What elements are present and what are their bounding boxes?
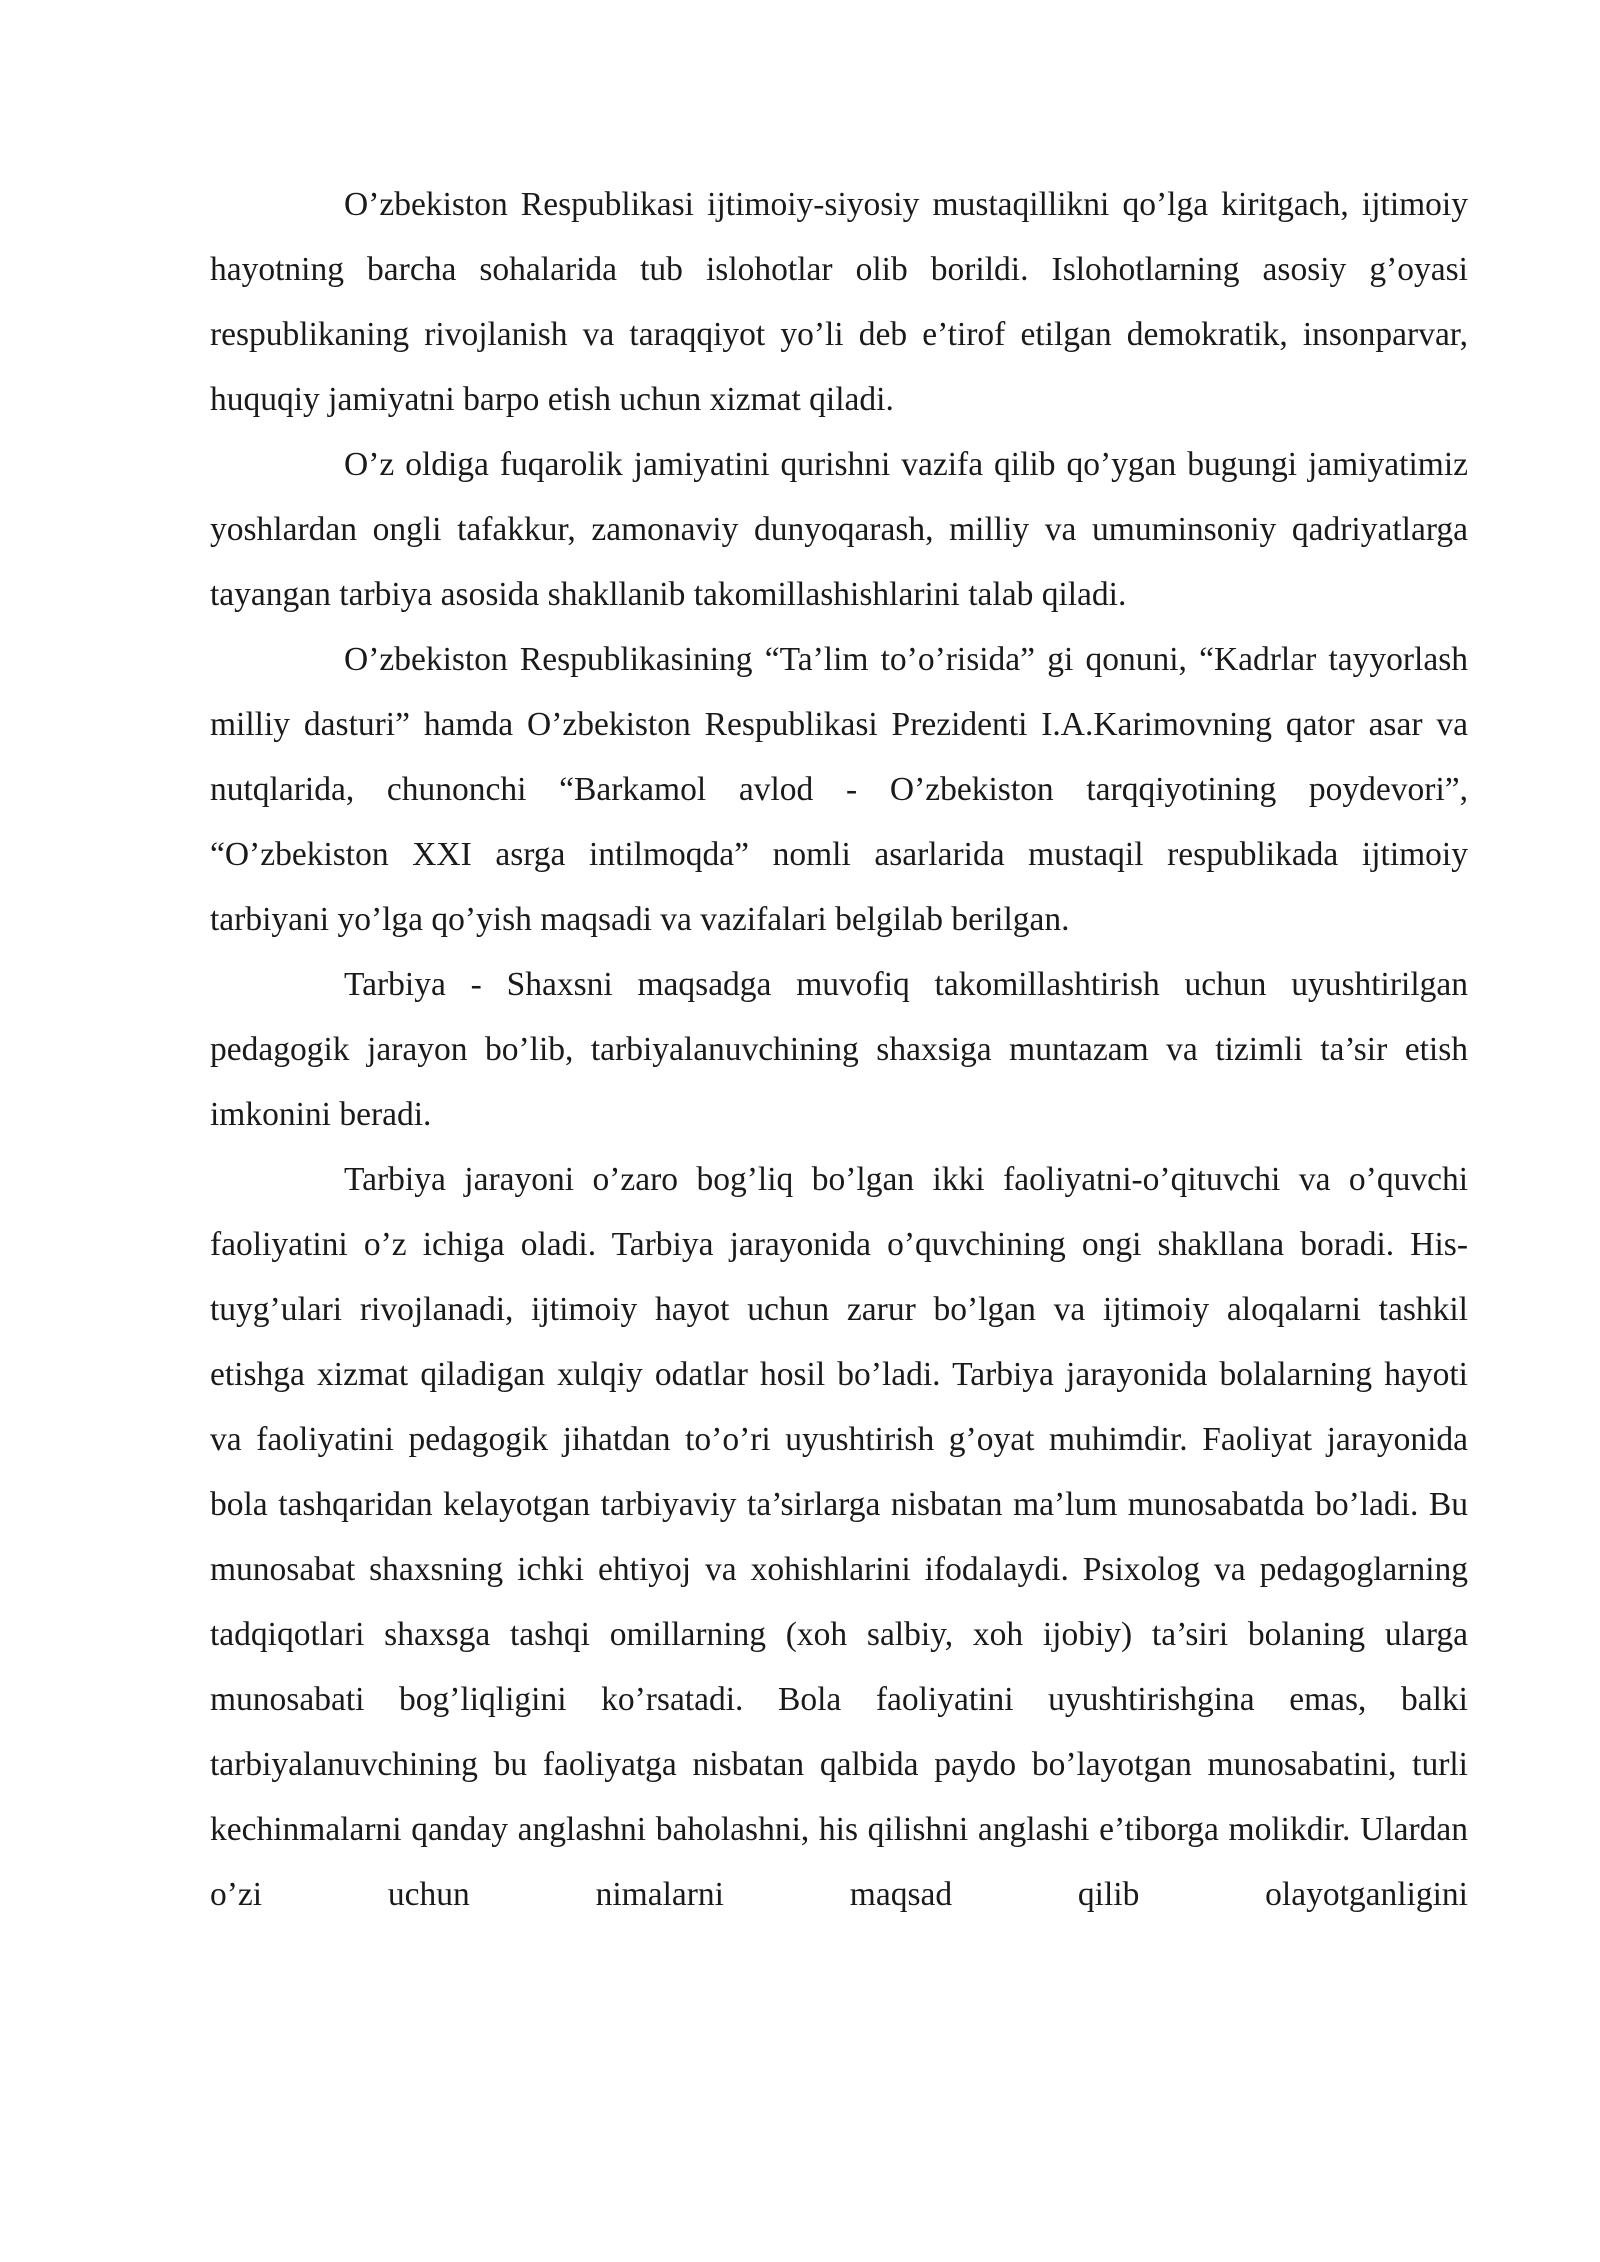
paragraph: Tarbiya - Shaxsni maqsadga muvofiq takomillashtirish uchun uyushtirilgan pedagogik jarayon bo’lib, tarbiyalanuvchining shaxsiga muntazam va tizimli ta’sir etish imkonini beradi. — [210, 966, 1468, 1133]
paragraph: Tarbiya jarayoni o’zaro bog’liq bo’lgan ikki faoliyatni-o’qituvchi va o’quvchi faoliyatini o’z ichiga oladi. Tarbiya jarayonida o’quvchining ongi shakllana boradi. His-tuyg’ulari rivojlanadi, ijtimoiy hayot uchun zarur bo’lgan va ijtimoiy aloqalarni tashkil etishga xizmat qiladigan xulqiy odatlar hosil bo’ladi. Tarbiya jarayonida bolalarning hayoti va faoliyatini pedagogik jihatdan to’o’ri uyushtirish g’oyat muhimdir. Faoliyat jarayonida bola tashqaridan kelayotgan tarbiyaviy ta’sirlarga nisbatan ma’lum munosabatda bo’ladi. Bu munosabat shaxsning ichki ehtiyoj va xohishlarini ifodalaydi. Psixolog va pedagoglarning tadqiqotlari shaxsga tashqi omillarning (xoh salbiy, xoh ijobiy) ta’siri bolaning ularga munosabati bog’liqligini ko’rsatadi. Bola faoliyatini uyushtirishgina emas, balki tarbiyalanuvchining bu faoliyatga nisbatan qalbida paydo bo’layotgan munosabatini, turli kechinmalarni qanday anglashni baholashni, his qilishni anglashi e’tiborga molikdir. Ulardan o’zi uchun nimalarni maqsad qilib olayotganligini — [210, 1161, 1468, 1913]
document-body — [210, 172, 1468, 1927]
paragraph: O’z oldiga fuqarolik jamiyatini qurishni vazifa qilib qo’ygan bugungi jamiyatimiz yoshlardan ongli tafakkur, zamonaviy dunyoqarash, milliy va umuminsoniy qadriyatlarga tayangan tarbiya asosida shakllanib takomillashishlarini talab qiladi. — [210, 446, 1468, 613]
paragraph: O’zbekiston Respublikasining “Ta’lim to’o’risida” gi qonuni, “Kadrlar tayyorlash milliy dasturi” hamda O’zbekiston Respublikasi Prezidenti I.A.Karimovning qator asar va nutqlarida, chunonchi “Barkamol avlod - O’zbekiston tarqqiyotining poydevori”, “O’zbekiston XXI asrga intilmoqda” nomli asarlarida mustaqil respublikada ijtimoiy tarbiyani yo’lga qo’yish maqsadi va vazifalari belgilab berilgan. — [210, 641, 1468, 938]
paragraph: O’zbekiston Respublikasi ijtimoiy-siyosiy mustaqillikni qo’lga kiritgach, ijtimoiy hayotning barcha sohalarida tub islohotlar olib borildi. Islohotlarning asosiy g’oyasi respublikaning rivojlanish va taraqqiyot yo’li deb e’tirof etilgan demokratik, insonparvar, huquqiy jamiyatni barpo etish uchun xizmat qiladi. — [210, 186, 1468, 418]
